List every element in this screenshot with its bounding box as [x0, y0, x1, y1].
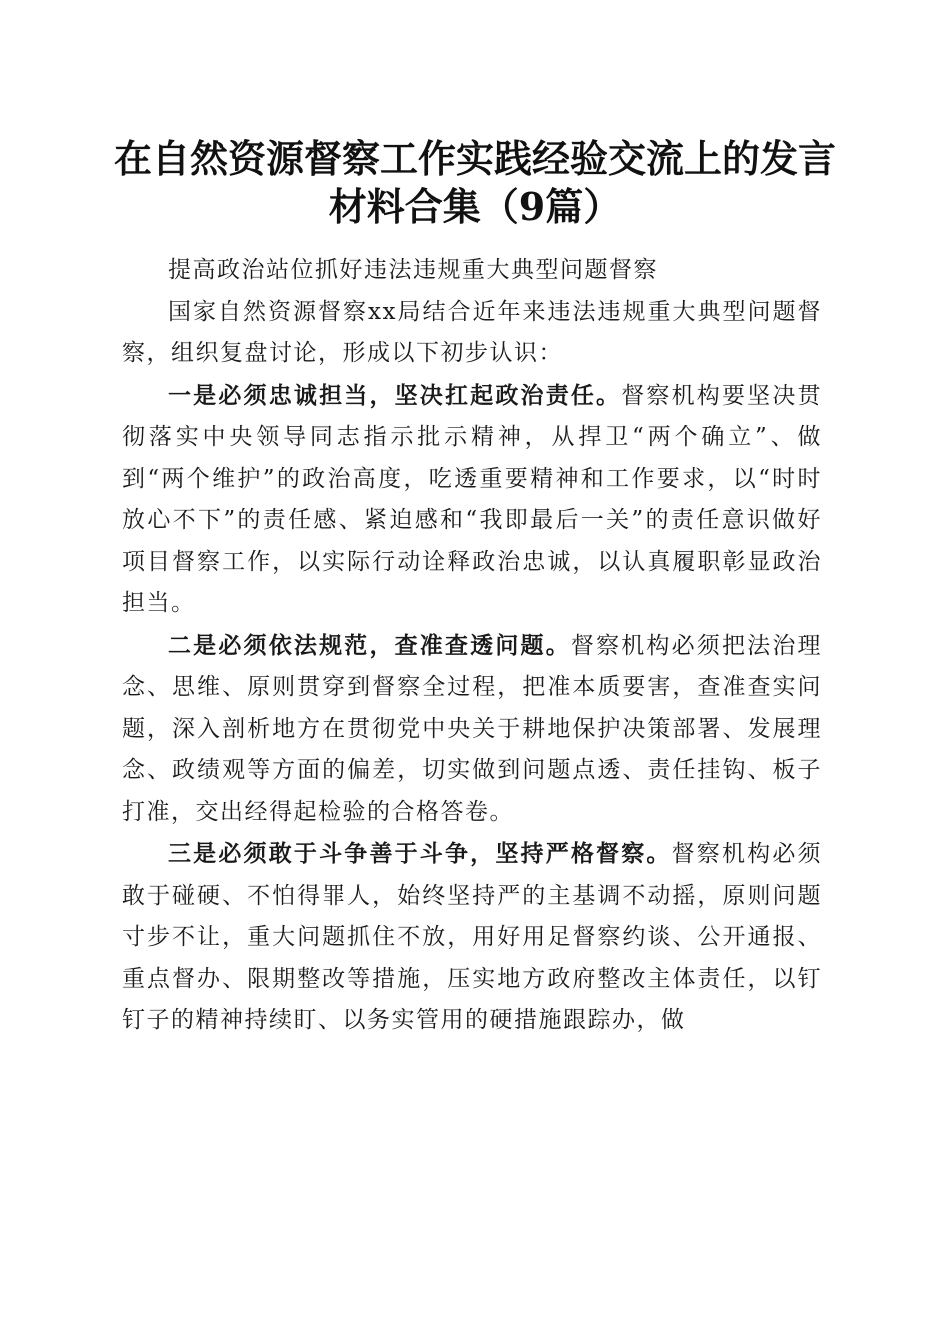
point-paragraph-3	[122, 833, 822, 1042]
point-text-2: 督察机构必须把法治理念、思维、原则贯穿到督察全过程，把准本质要害，查准查实问题，深入剖析地方在贯彻党中央关于耕地保护决策部署、发展理念、政绩观等方面的偏差，切实做到问题点透、责任挂钩、板子打准，交出经得起检验的合格答卷。	[122, 632, 823, 825]
document-body	[122, 250, 822, 1042]
document-title: 在自然资源督察工作实践经验交流上的发言材料合集（9篇）	[113, 136, 836, 229]
point-text-1: 督察机构要坚决贯彻落实中央领导同志指示批示精神，从捍卫“两个确立”、做到“两个维护”的政治高度，吃透重要精神和工作要求，以“时时放心不下”的责任感、紧迫感和“我即最后一关”的责任意识做好项目督察工作，以实际行动诠释政治忠诚，以认真履职彰显政治担当。	[122, 382, 823, 616]
point-lead-3: 三是必须敢于斗争善于斗争，坚持严格督察。	[168, 840, 672, 867]
point-lead-1: 一是必须忠诚担当，坚决扛起政治责任。	[168, 381, 622, 409]
point-paragraph-2	[122, 625, 822, 834]
point-paragraph-1	[122, 375, 822, 625]
intro-paragraph: 国家自然资源督察xx局结合近年来违法违规重大典型问题督察，组织复盘讨论，形成以下初步认识：	[122, 298, 822, 366]
document-subtitle: 提高政治站位抓好违法违规重大典型问题督察	[168, 257, 658, 283]
point-lead-2: 二是必须依法规范，查准查透问题。	[168, 631, 571, 659]
point-text-3: 督察机构必须敢于碰硬、不怕得罪人，始终坚持严的主基调不动摇，原则问题寸步不让，重大问题抓住不放，用好用足督察约谈、公开通报、重点督办、限期整改等措施，压实地方政府整改主体责任，以钉钉子的精神持续盯、以务实管用的硬措施跟踪办，做	[122, 841, 823, 1033]
